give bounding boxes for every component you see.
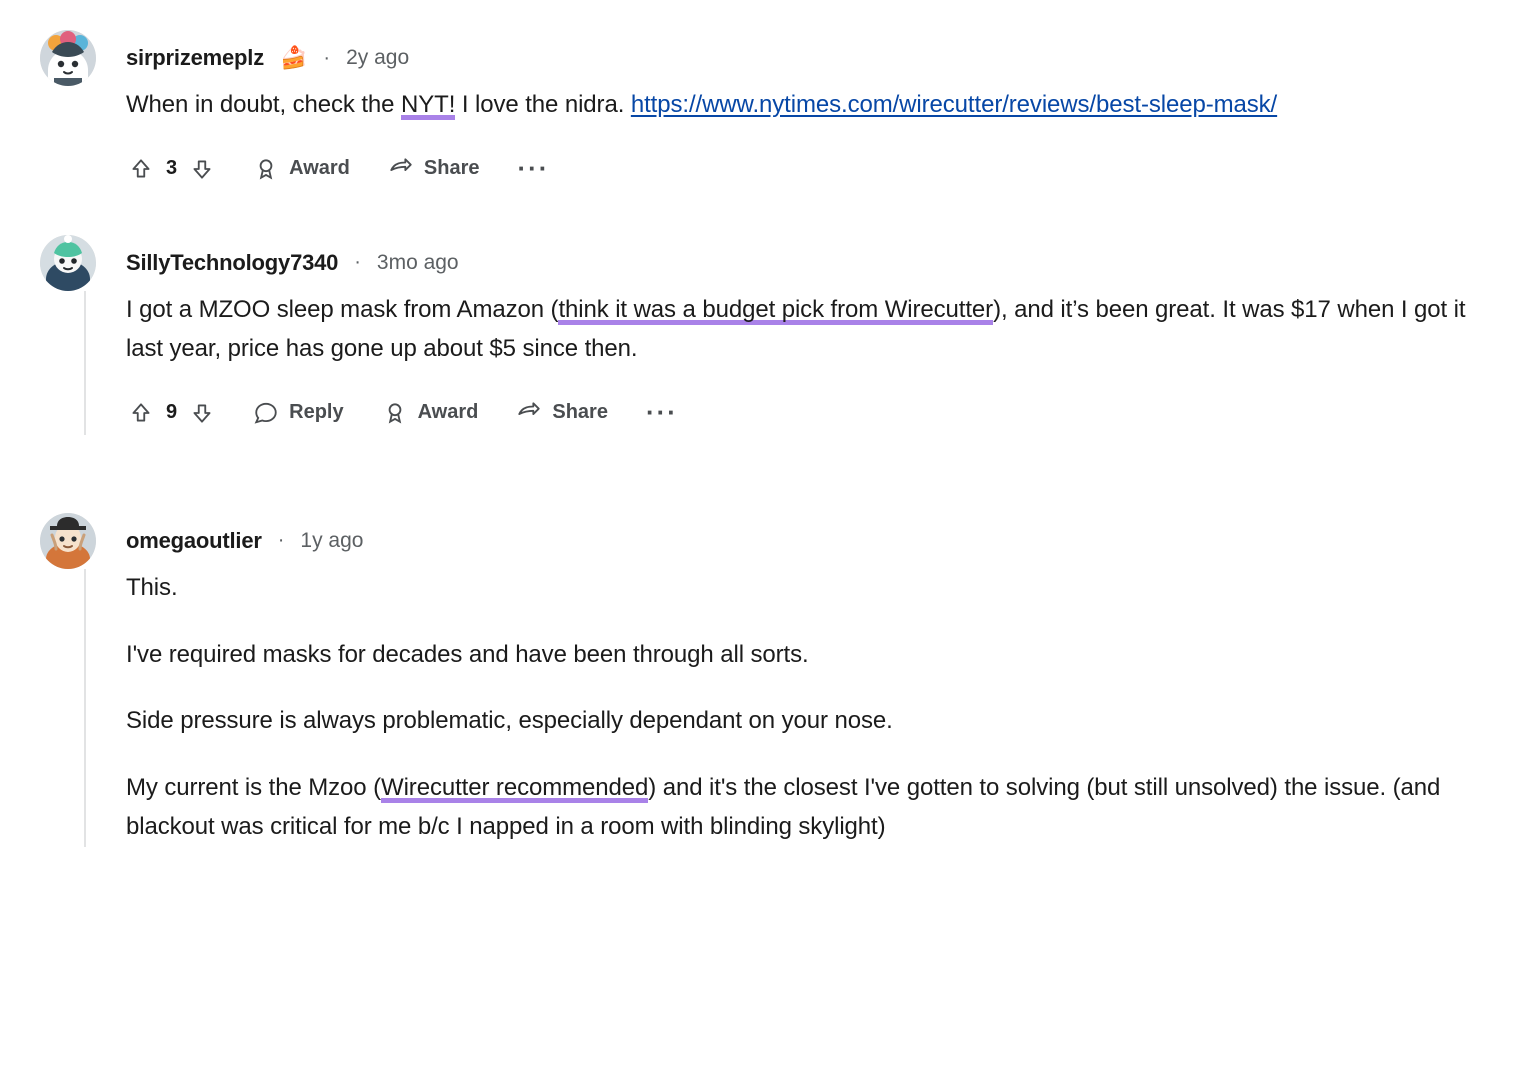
comment-body bbox=[84, 569, 1491, 847]
comment-actions bbox=[126, 391, 1491, 435]
comment-paragraph-last bbox=[126, 769, 1491, 847]
comment-paragraph: Side pressure is always problematic, especially dependant on your nose. bbox=[126, 707, 893, 735]
vote-group bbox=[126, 156, 215, 182]
share-icon bbox=[516, 400, 542, 426]
upvote-icon[interactable] bbox=[128, 156, 154, 182]
reply-button[interactable] bbox=[241, 394, 355, 432]
highlight-wirecutter-recommended: Wirecutter recommended bbox=[381, 774, 649, 802]
avatar[interactable] bbox=[40, 235, 96, 291]
comment-text-mid: I love the nidra. bbox=[455, 91, 631, 118]
comment-paragraph: I've required masks for decades and have been through all sorts. bbox=[126, 640, 809, 668]
award-icon bbox=[382, 400, 408, 426]
share-icon bbox=[388, 156, 414, 182]
comment-author[interactable]: omegaoutlier bbox=[126, 527, 262, 553]
comment-header bbox=[40, 513, 1491, 569]
award-button[interactable] bbox=[241, 150, 362, 188]
avatar[interactable] bbox=[40, 30, 96, 86]
comment-text-post: ) and it's the closest I've gotten to solving (but still unsolved) the issue. (and blackout was critical for me b/c I napped in a room with blinding skylight) bbox=[126, 774, 1441, 841]
reply-icon bbox=[253, 400, 279, 426]
downvote-icon[interactable] bbox=[189, 400, 215, 426]
comment-sirprizemeplz bbox=[40, 30, 1491, 191]
highlight-nyt: NYT! bbox=[401, 91, 456, 118]
share-label: Share bbox=[423, 157, 480, 180]
comment-paragraph: This. bbox=[126, 573, 178, 601]
comment-timestamp: 3mo ago bbox=[376, 250, 459, 274]
comment-body bbox=[84, 86, 1491, 191]
comment-body bbox=[84, 291, 1491, 435]
share-button[interactable] bbox=[376, 150, 492, 188]
thread-line[interactable] bbox=[84, 291, 86, 435]
comment-text-pre: When in doubt, check the bbox=[126, 91, 402, 118]
comment-actions bbox=[126, 147, 1491, 191]
more-options-button[interactable]: ··· bbox=[645, 396, 678, 427]
comment-author[interactable]: SillyTechnology7340 bbox=[126, 249, 339, 275]
comment-text-pre: My current is the Mzoo ( bbox=[126, 774, 382, 802]
thread-line[interactable] bbox=[84, 569, 86, 847]
award-label: Award bbox=[417, 401, 479, 424]
comment-sillytechnology7340 bbox=[40, 235, 1491, 435]
comment-timestamp: 1y ago bbox=[300, 528, 364, 552]
comment-text-pre: I got a MZOO sleep mask from Amazon ( bbox=[126, 295, 559, 323]
vote-group bbox=[126, 400, 215, 426]
vote-score: 3 bbox=[166, 157, 178, 180]
avatar[interactable] bbox=[40, 513, 96, 569]
comment-header bbox=[40, 30, 1491, 86]
wirecutter-link[interactable]: https://www.nytimes.com/wirecutter/reviews/best-sleep-mask/ bbox=[630, 91, 1278, 118]
separator: · bbox=[277, 529, 285, 552]
comment-author[interactable]: sirprizemeplz bbox=[126, 45, 265, 70]
vote-score: 9 bbox=[166, 401, 178, 424]
cake-icon: 🍰 bbox=[280, 45, 308, 70]
more-options-button[interactable]: ··· bbox=[517, 153, 550, 184]
award-button[interactable] bbox=[370, 394, 491, 432]
comment-timestamp: 2y ago bbox=[346, 46, 410, 69]
award-label: Award bbox=[289, 157, 350, 180]
comment-text-post: ), and it’s been great. It was $17 when I got it last year, price has gone up about $5 since then. bbox=[126, 295, 1466, 362]
share-label: Share bbox=[552, 401, 608, 424]
reply-label: Reply bbox=[289, 401, 344, 424]
downvote-icon[interactable] bbox=[189, 156, 215, 182]
comment-text bbox=[126, 86, 1491, 125]
upvote-icon[interactable] bbox=[128, 400, 154, 426]
highlight-wirecutter-budget-pick: think it was a budget pick from Wirecutter bbox=[558, 295, 994, 323]
award-icon bbox=[253, 156, 279, 182]
comment-omegaoutlier bbox=[40, 513, 1491, 847]
separator: · bbox=[323, 46, 331, 69]
separator: · bbox=[354, 251, 361, 274]
comment-text bbox=[126, 291, 1491, 369]
share-button[interactable] bbox=[504, 394, 620, 432]
comment-header bbox=[40, 235, 1491, 291]
